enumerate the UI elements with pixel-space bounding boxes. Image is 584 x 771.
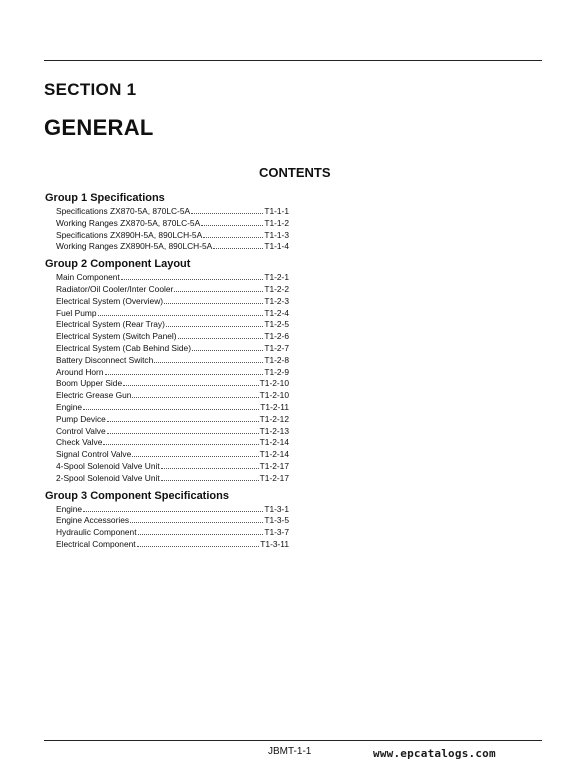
toc-entry[interactable] xyxy=(45,284,289,296)
toc-entry-page: T1-2-7 xyxy=(264,342,289,353)
toc-entry-label: Control Valve xyxy=(56,425,106,436)
dot-leader xyxy=(121,279,264,280)
toc-entry-page: T1-2-1 xyxy=(264,272,289,283)
toc-entry[interactable] xyxy=(45,504,289,516)
toc-entry-page: T1-2-12 xyxy=(259,413,289,424)
toc-entry-label: 4-Spool Solenoid Valve Unit xyxy=(56,460,160,471)
toc-entry[interactable] xyxy=(45,426,289,438)
toc-entry-label: Battery Disconnect Switch xyxy=(56,354,154,365)
dot-leader xyxy=(161,468,259,469)
dot-leader xyxy=(132,397,258,398)
toc-entry-page: T1-2-17 xyxy=(259,460,289,471)
dot-leader xyxy=(83,409,259,410)
dot-leader xyxy=(161,480,259,481)
toc-entry-label: Engine xyxy=(56,401,83,412)
toc-entry-page: T1-2-13 xyxy=(259,425,289,436)
dot-leader xyxy=(138,534,264,535)
toc-entry-page: T1-3-7 xyxy=(264,527,289,538)
toc-entry-page: T1-2-8 xyxy=(264,354,289,365)
toc-entry[interactable] xyxy=(45,449,289,461)
toc-entry-page: T1-1-3 xyxy=(264,229,289,240)
toc-entry-label: Pump Device xyxy=(56,413,106,424)
toc-entry-label: Around Horn xyxy=(56,366,104,377)
toc-entry-label: Working Ranges ZX890H-5A, 890LCH-5A xyxy=(56,241,213,252)
toc-entry-page: T1-2-6 xyxy=(264,331,289,342)
toc-entry[interactable] xyxy=(45,296,289,308)
toc-entry[interactable] xyxy=(45,414,289,426)
dot-leader xyxy=(164,303,263,304)
toc-entry-label: Electrical System (Cab Behind Side) xyxy=(56,342,191,353)
toc-entry-label: Working Ranges ZX870-5A, 870LC-5A xyxy=(56,217,201,228)
toc-group xyxy=(45,192,289,253)
dot-leader xyxy=(178,338,264,339)
toc-entry-page: T1-3-11 xyxy=(260,538,289,549)
toc-entry[interactable] xyxy=(45,319,289,331)
toc-entry[interactable] xyxy=(45,515,289,527)
toc-entry[interactable] xyxy=(45,378,289,390)
footer-page-id: JBMT-1-1 xyxy=(268,746,312,757)
toc-entry-page: T1-3-5 xyxy=(264,515,289,526)
toc-entry-label: Electrical System (Rear Tray) xyxy=(56,319,165,330)
toc-entry-label: Engine xyxy=(56,503,83,514)
toc-entry[interactable] xyxy=(45,343,289,355)
toc-entry-label: 2-Spool Solenoid Valve Unit xyxy=(56,472,160,483)
toc-entry[interactable] xyxy=(45,437,289,449)
toc-entry-label: Radiator/Oil Cooler/Inter Cooler xyxy=(56,283,174,294)
toc-entry-label: Electric Grease Gun xyxy=(56,390,132,401)
toc-entry[interactable] xyxy=(45,539,289,551)
dot-leader xyxy=(154,362,263,363)
toc-entry-page: T1-2-10 xyxy=(259,390,289,401)
toc-entry-page: T1-2-14 xyxy=(259,437,289,448)
toc-entry-label: Fuel Pump xyxy=(56,307,97,318)
dot-leader xyxy=(107,421,259,422)
toc-entry-label: Hydraulic Component xyxy=(56,527,137,538)
toc-entry[interactable] xyxy=(45,241,289,253)
toc-entry[interactable] xyxy=(45,272,289,284)
toc-entry-label: Main Component xyxy=(56,272,120,283)
toc-entry[interactable] xyxy=(45,402,289,414)
watermark-website: www.epcatalogs.com xyxy=(373,747,496,760)
toc-entry-label: Specifications ZX870-5A, 870LC-5A xyxy=(56,206,191,216)
toc-entry[interactable] xyxy=(45,527,289,539)
toc-entry-page: T1-2-5 xyxy=(264,319,289,330)
toc-entry-label: Signal Control Valve xyxy=(56,449,132,460)
toc-entry[interactable] xyxy=(45,461,289,473)
toc-entry-page: T1-3-1 xyxy=(264,503,289,514)
toc-entry-label: Specifications ZX890H-5A, 890LCH-5A xyxy=(56,229,203,240)
toc-entry-page: T1-2-4 xyxy=(264,307,289,318)
dot-leader xyxy=(130,522,263,523)
dot-leader xyxy=(107,433,259,434)
dot-leader xyxy=(123,385,259,386)
dot-leader xyxy=(203,237,263,238)
toc-entry[interactable] xyxy=(45,218,289,230)
toc-entry-page: T1-2-14 xyxy=(259,449,289,460)
dot-leader xyxy=(192,350,263,351)
dot-leader xyxy=(103,444,258,445)
top-rule xyxy=(44,60,542,61)
toc-entry-page: T1-1-1 xyxy=(264,206,289,216)
dot-leader xyxy=(191,213,263,214)
toc-entry-page: T1-1-4 xyxy=(264,241,289,252)
bottom-rule xyxy=(44,740,542,741)
toc-entry[interactable] xyxy=(45,206,289,218)
section-label: SECTION 1 xyxy=(44,80,137,99)
toc-entry-page: T1-2-9 xyxy=(264,366,289,377)
toc-entry-label: Boom Upper Side xyxy=(56,378,123,389)
toc-entry-page: T1-2-17 xyxy=(259,472,289,483)
toc-entry-label: Electrical Component xyxy=(56,538,136,549)
group-title: Group 1 Specifications xyxy=(45,192,165,204)
toc-entry-page: T1-1-2 xyxy=(264,217,289,228)
toc-entry[interactable] xyxy=(45,367,289,379)
toc-group xyxy=(45,490,289,551)
toc-entry[interactable] xyxy=(45,390,289,402)
group-title: Group 2 Component Layout xyxy=(45,258,191,271)
toc-entry-label: Engine Accessories xyxy=(56,515,130,526)
toc-entry[interactable] xyxy=(45,230,289,242)
group-title: Group 3 Component Specifications xyxy=(45,489,229,502)
page-title: GENERAL xyxy=(44,115,154,140)
toc-entry[interactable] xyxy=(45,473,289,485)
toc-entry-page: T1-2-10 xyxy=(259,378,289,389)
toc-entry[interactable] xyxy=(45,355,289,367)
toc-entry-label: Electrical System (Switch Panel) xyxy=(56,331,177,342)
toc-entry-page: T1-2-3 xyxy=(264,295,289,306)
contents-heading: CONTENTS xyxy=(259,165,331,180)
toc-entry-page: T1-2-2 xyxy=(264,283,289,294)
dot-leader xyxy=(137,546,260,547)
toc-entry-page: T1-2-11 xyxy=(260,401,289,412)
toc-entry-label: Check Valve xyxy=(56,437,103,448)
toc-entry[interactable] xyxy=(45,331,289,343)
dot-leader xyxy=(98,315,264,316)
dot-leader xyxy=(105,374,264,375)
dot-leader xyxy=(174,291,263,292)
dot-leader xyxy=(166,326,263,327)
toc-entry-label: Electrical System (Overview) xyxy=(56,295,164,306)
dot-leader xyxy=(213,248,263,249)
dot-leader xyxy=(83,511,263,512)
table-of-contents xyxy=(45,192,289,556)
dot-leader xyxy=(132,456,258,457)
dot-leader xyxy=(201,225,263,226)
toc-entry[interactable] xyxy=(45,308,289,320)
toc-group xyxy=(45,258,289,484)
